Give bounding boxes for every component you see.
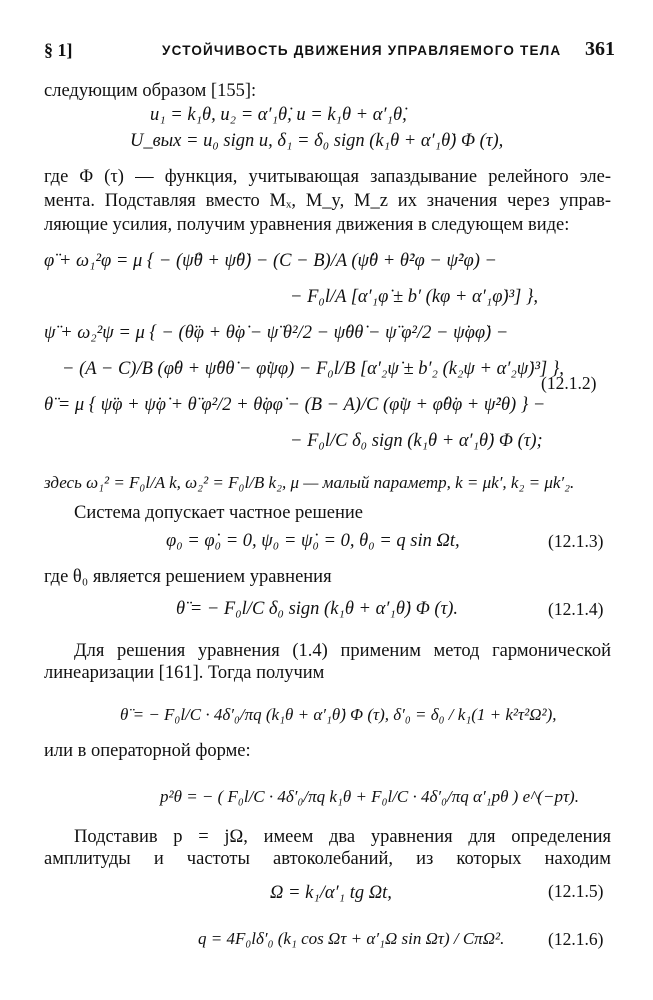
system-eq-psi-line-2: − (A − C)/B (φ̇θ + ψ̇θθ̇ − φ̇ψφ) − F₀l/B [α′₂ψ̇ ± b′₂ (k₂ψ + α′₂ψ̇)³] }, bbox=[62, 359, 564, 379]
equation-operator: p²θ = − ( F₀l/C · 4δ′₀/πq k₁θ + F₀l/C · 4δ′₀/πq α′₁pθ ) e^(−pτ). bbox=[160, 787, 579, 806]
system-eq-theta-line-1: θ̈ = μ { ψ̈φ + ψ̇φ̇ + θ̈ φ²/2 + θ̇φφ̇ − (B − A)/C (φ̇ψ + φ̇θ̇φ + ψ̇²θ) } − bbox=[44, 395, 546, 415]
intro-text: следующим образом [155]: bbox=[44, 81, 257, 101]
section-marker: § 1] bbox=[44, 40, 73, 60]
equation-u: u₁ = k₁θ, u₂ = α′₁θ̇, u = k₁θ + α′₁θ̇, bbox=[150, 105, 407, 125]
paragraph-1-line-2: мента. Подставляя вместо Mₓ, M_y, M_z их значения через управ- bbox=[44, 191, 611, 211]
paragraph-2-line-1: Для решения уравнения (1.4) применим метод гармонической bbox=[74, 641, 611, 661]
system-eq-phi-line-1: φ̈ + ω₁²φ = μ { − (ψ̈θ + ψ̇θ̇) − (C − B)/A (ψ̇θ + θ̇²φ − ψ̇²φ) − bbox=[44, 251, 498, 271]
system-eq-theta-line-2: − F₀l/C δ₀ sign (k₁θ + α′₁θ̇) Φ (τ); bbox=[290, 431, 543, 451]
paragraph-1-line-1: где Φ (τ) — функция, учитывающая запаздывание релейного эле- bbox=[44, 167, 611, 187]
paragraph-2-line-2: линеаризации [161]. Тогда получим bbox=[44, 663, 325, 683]
equation-number: (12.1.4) bbox=[548, 599, 604, 619]
here-definitions: здесь ω₁² = F₀l/A k, ω₂² = F₀l/B k₂, μ — малый параметр, k = μk′, k₂ = μk′₂. bbox=[44, 473, 575, 492]
system-eq-phi-line-2: − F₀l/A [α′₁φ̇ ± b′ (kφ + α′₁φ̇)³] }, bbox=[290, 287, 538, 307]
equation-number: (12.1.2) bbox=[541, 373, 597, 393]
running-header bbox=[44, 40, 615, 64]
equation-linearized: θ̈ = − F₀l/C · 4δ′₀/πq (k₁θ + α′₁θ̇) Φ (τ), δ′₀ = δ₀ / k₁(1 + k²τ²Ω²), bbox=[120, 705, 557, 724]
page-number: 361 bbox=[585, 38, 615, 60]
equation-uout: U_вых = u₀ sign u, δ₁ = δ₀ sign (k₁θ + α′₁θ̇) Φ (τ), bbox=[130, 131, 504, 151]
where-theta-text: где θ₀ является решением уравнения bbox=[44, 567, 332, 587]
paragraph-3-line-2: амплитуды и частоты автоколебаний, из которых находим bbox=[44, 849, 611, 869]
system-eq-psi-line-1: ψ̈ + ω₂²ψ = μ { − (θ̈φ + θ̇φ̇ − ψ̈ θ²/2 − ψ̇θθ̇ − ψ̈ φ²/2 − ψ̇φφ̇) − bbox=[44, 323, 509, 343]
equation-number: (12.1.3) bbox=[548, 531, 604, 551]
equation-theta: θ̈ = − F₀l/C δ₀ sign (k₁θ + α′₁θ̇) Φ (τ). bbox=[176, 599, 458, 619]
particular-solution: φ₀ = φ̇₀ = 0, ψ₀ = ψ̇₀ = 0, θ₀ = q sin Ωt, bbox=[166, 531, 460, 551]
running-title: УСТОЙЧИВОСТЬ ДВИЖЕНИЯ УПРАВЛЯЕМОГО ТЕЛА bbox=[162, 43, 562, 58]
equation-number: (12.1.5) bbox=[548, 881, 604, 901]
paragraph-3-line-1: Подставив p = jΩ, имеем два уравнения для определения bbox=[74, 827, 611, 847]
equation-q: q = 4F₀lδ′₀ (k₁ cos Ωτ + α′₁Ω sin Ωτ) / CπΩ². bbox=[198, 929, 505, 948]
operator-form-text: или в операторной форме: bbox=[44, 741, 251, 761]
paragraph-1-line-3: ляющие усилия, получим уравнения движения в следующем виде: bbox=[44, 215, 570, 235]
equation-number: (12.1.6) bbox=[548, 929, 604, 949]
system-text: Система допускает частное решение bbox=[74, 503, 363, 523]
equation-omega: Ω = k₁/α′₁ tg Ωt, bbox=[270, 883, 392, 903]
